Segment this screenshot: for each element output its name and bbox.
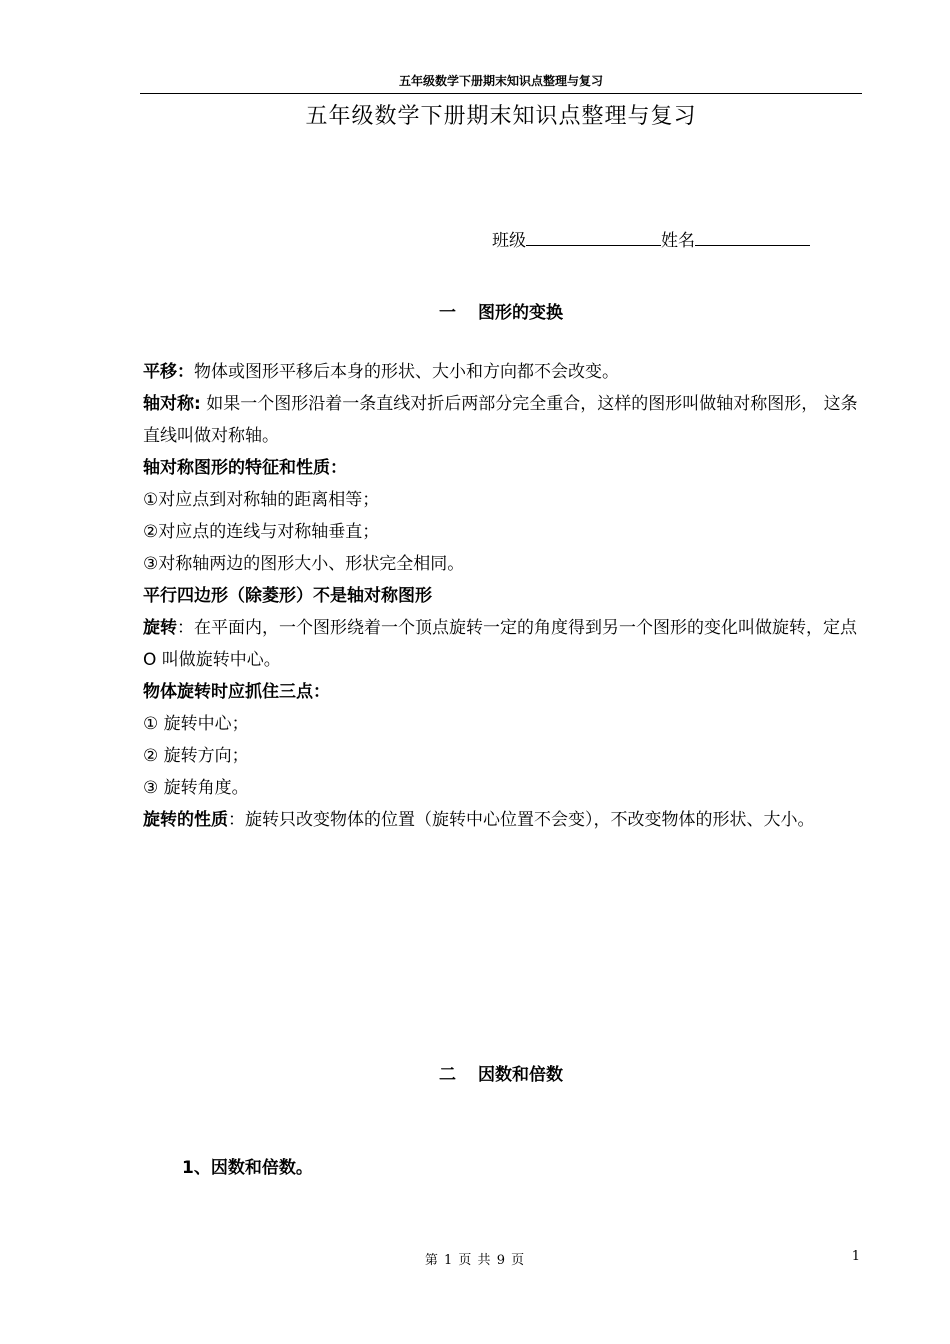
section-number: 一	[439, 303, 456, 323]
page-footer: 第 1 页 共 9 页	[424, 1253, 526, 1268]
text-rotation: ：在平面内，一个图形绕着一个顶点旋转一定的角度得到另一个图形的变化叫做旋转，定点 O 叫做旋转中心。	[143, 618, 857, 670]
running-header: 五年级数学下册期末知识点整理与复习	[398, 74, 603, 88]
paragraph-rotation-properties	[143, 804, 863, 836]
text-axial-symmetry: 如果一个图形沿着一条直线对折后两部分完全重合，这样的图形叫做轴对称图形， 这条直线叫做对称轴。	[143, 394, 858, 446]
parallelogram-note-text: 平行四边形（除菱形）不是轴对称图形	[143, 586, 432, 606]
term-rotation-properties: 旋转的性质	[143, 810, 228, 830]
list-item: ①对应点到对称轴的距离相等；	[143, 490, 380, 510]
class-label: 班级	[492, 231, 526, 251]
paragraph-translation	[143, 356, 863, 388]
paragraph-axial-symmetry	[143, 388, 863, 452]
section-1-body	[143, 356, 863, 836]
paragraph-rotation	[143, 612, 863, 676]
term-translation: 平移：	[143, 362, 194, 382]
text-translation: 物体或图形平移后本身的形状、大小和方向都不会改变。	[194, 362, 619, 382]
term-rotation: 旋转	[143, 618, 177, 638]
axial-properties-heading-text: 轴对称图形的特征和性质：	[143, 458, 347, 478]
rotation-points-heading-text: 物体旋转时应抓住三点：	[143, 682, 330, 702]
subsection-heading: 1、因数和倍数。	[182, 1158, 313, 1178]
class-name-line	[492, 226, 810, 251]
document-title: 五年级数学下册期末知识点整理与复习	[305, 104, 697, 129]
name-blank	[695, 227, 810, 246]
list-item: ③对称轴两边的图形大小、形状完全相同。	[143, 554, 465, 574]
section-title: 因数和倍数	[478, 1065, 563, 1085]
list-item: ②对应点的连线与对称轴垂直；	[143, 522, 380, 542]
list-item: ② 旋转方向；	[143, 746, 249, 766]
header-rule	[140, 93, 862, 94]
text-rotation-properties: ：旋转只改变物体的位置（旋转中心位置不会变），不改变物体的形状、大小。	[228, 810, 815, 830]
term-axial-symmetry: 轴对称:	[143, 394, 201, 414]
section-heading-2	[140, 1060, 862, 1085]
page-number: 1	[851, 1249, 860, 1264]
list-item: ③ 旋转角度。	[143, 778, 249, 798]
name-label: 姓名	[661, 231, 695, 251]
parallelogram-note	[143, 580, 863, 612]
section-number: 二	[439, 1065, 456, 1085]
heading-rotation-points	[143, 676, 863, 708]
list-item: ① 旋转中心；	[143, 714, 249, 734]
heading-axial-properties	[143, 452, 863, 484]
section-title: 图形的变换	[478, 303, 563, 323]
class-blank	[526, 227, 661, 246]
section-heading-1	[140, 298, 862, 323]
